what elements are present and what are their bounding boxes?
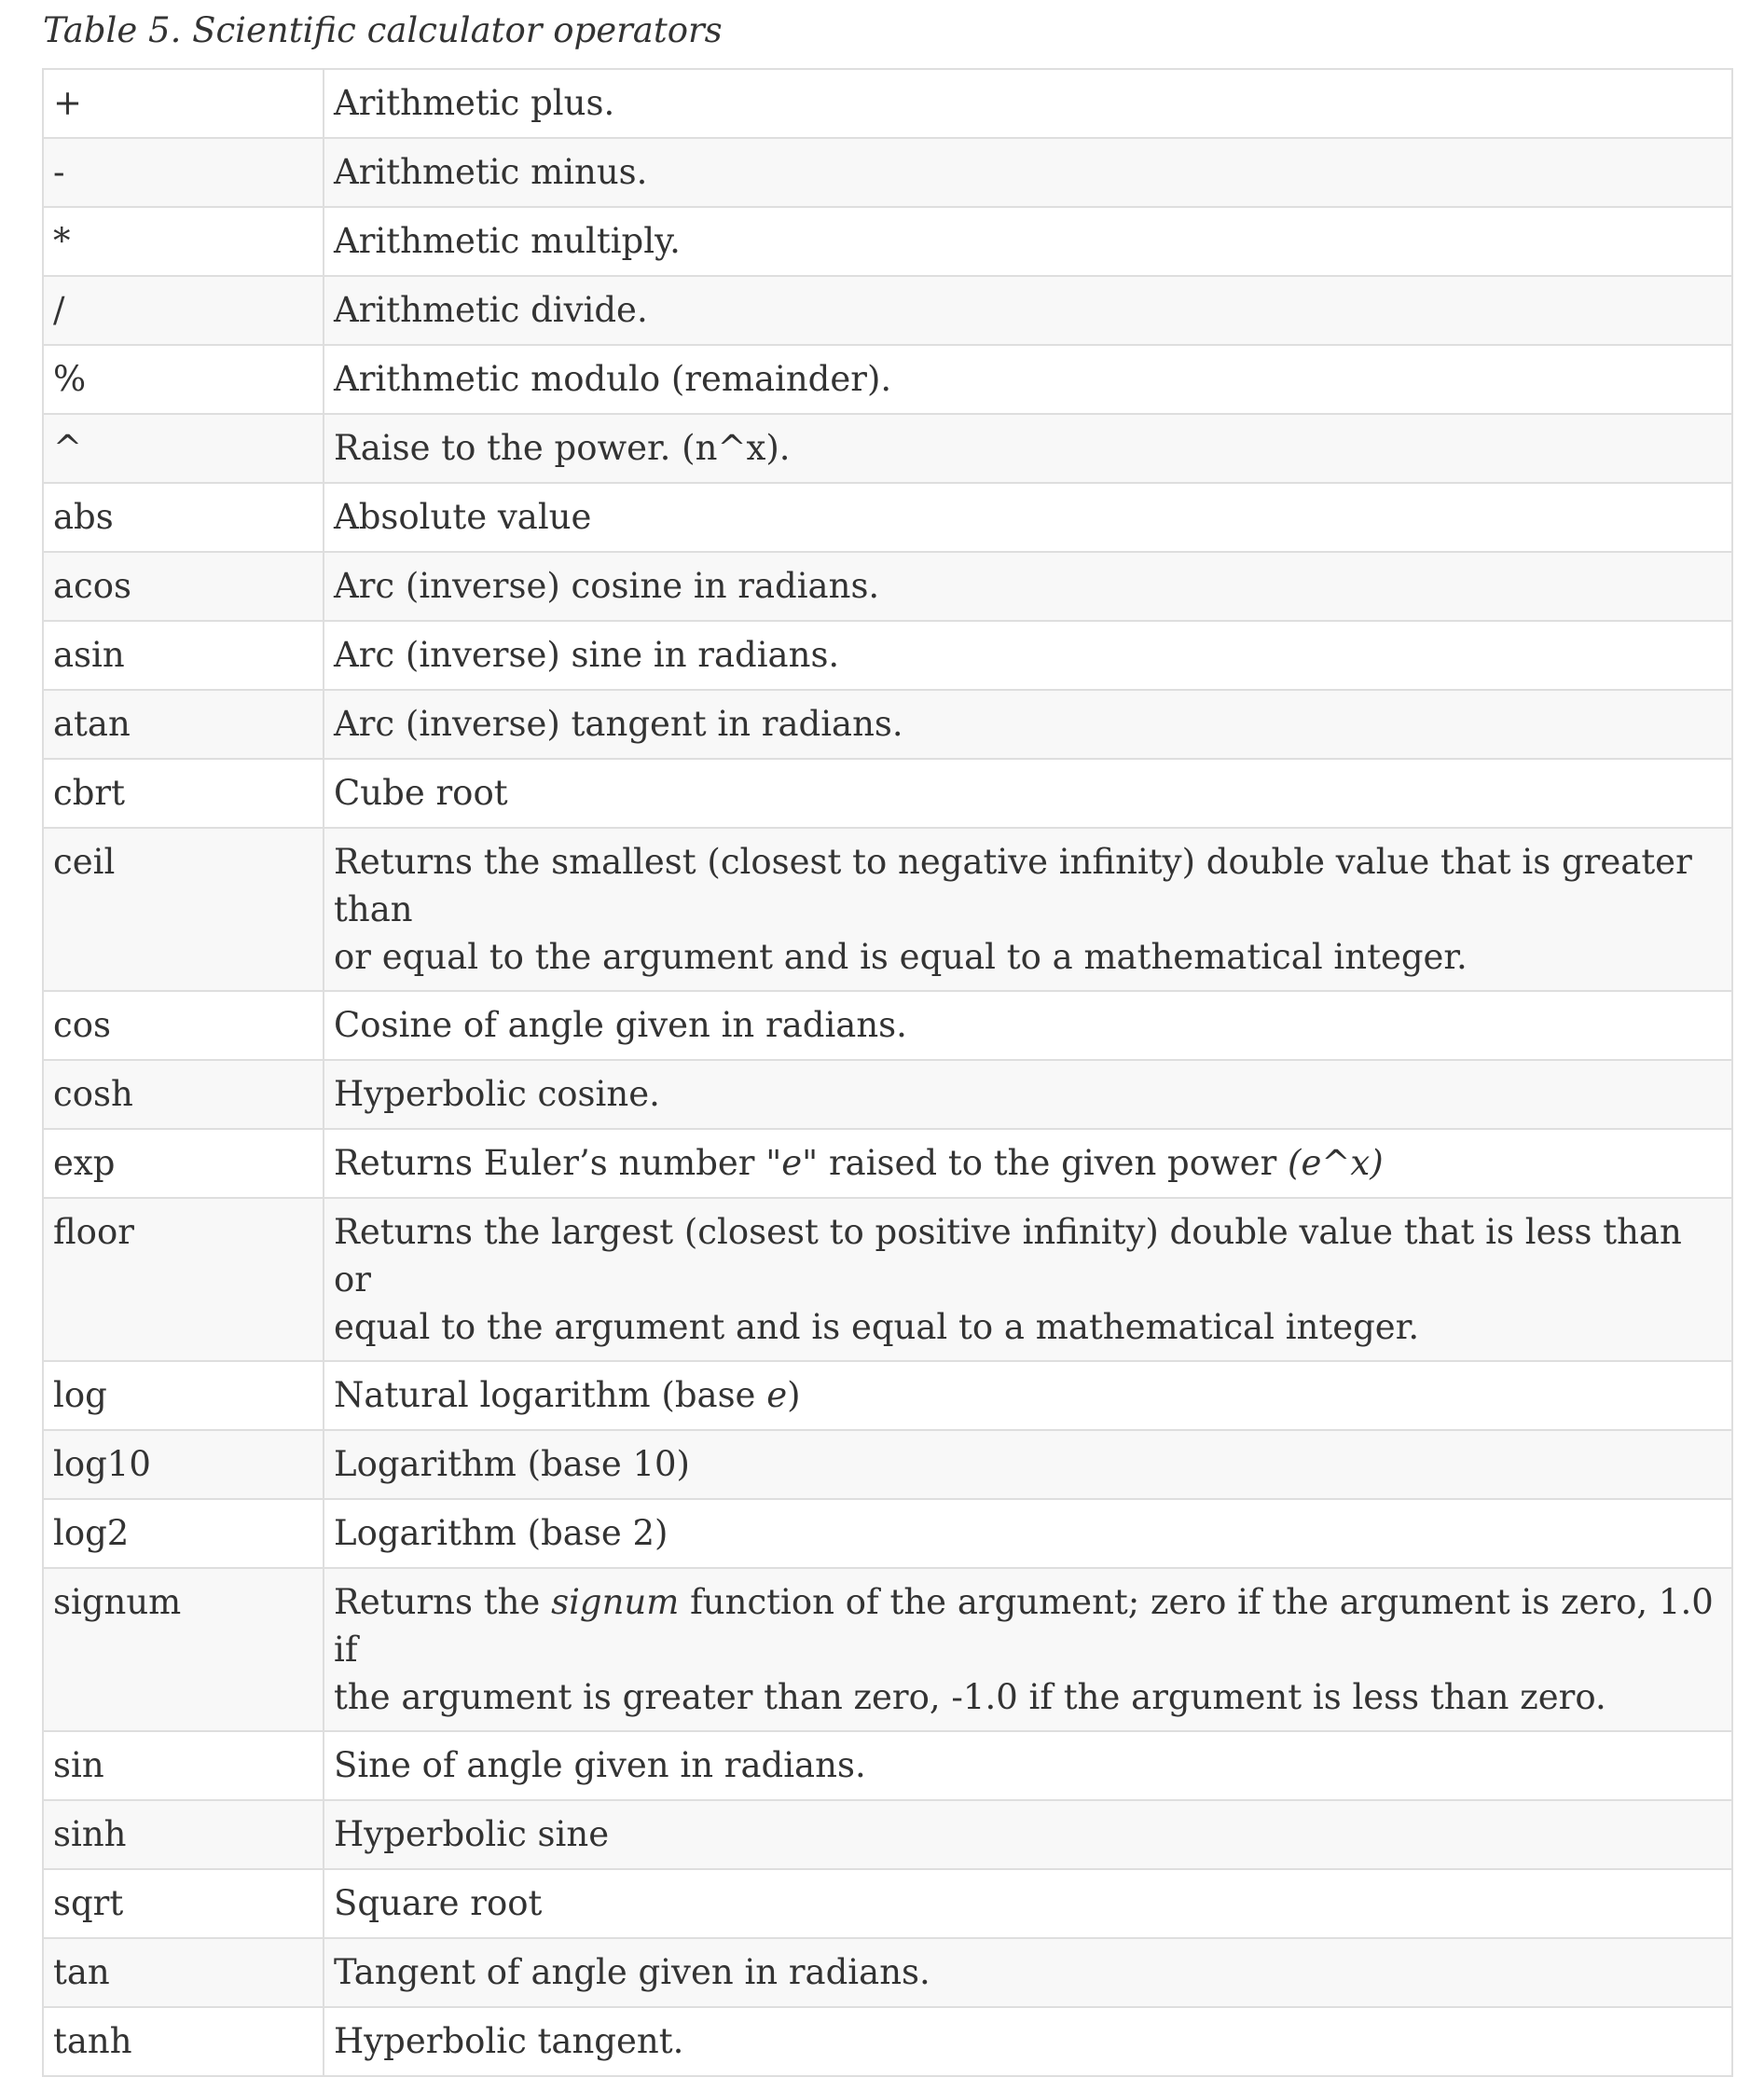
table-row [43,69,1732,138]
description-cell: Cube root [324,759,1732,828]
operator-cell: signum [43,1568,324,1731]
description-emphasis: (e^x) [1288,1143,1384,1183]
description-cell: Arithmetic multiply. [324,207,1732,276]
table-row [43,414,1732,483]
description-cell: Arithmetic modulo (remainder). [324,345,1732,414]
description-cell: Logarithm (base 2) [324,1499,1732,1568]
description-cell: Hyperbolic sine [324,1800,1732,1869]
table-row [43,759,1732,828]
operator-cell: abs [43,483,324,552]
description-emphasis: e [766,1375,788,1415]
operator-cell: / [43,276,324,345]
description-cell: Cosine of angle given in radians. [324,991,1732,1060]
table-row [43,207,1732,276]
table-row [43,1869,1732,1938]
description-cell: Absolute value [324,483,1732,552]
table-row [43,1198,1732,1361]
operator-cell: tanh [43,2007,324,2076]
description-emphasis: "e" [765,1143,819,1183]
description-line: Returns the largest (closest to positive infinity) double value that is less than or [334,1212,1682,1300]
table-row [43,1800,1732,1869]
table-row [43,991,1732,1060]
description-cell [324,1198,1732,1361]
table-row [43,690,1732,759]
description-cell: Arithmetic minus. [324,138,1732,207]
description-text: ) [787,1375,801,1415]
table-row [43,276,1732,345]
table-row [43,552,1732,621]
description-text: Returns the [334,1582,552,1622]
operator-cell: exp [43,1129,324,1198]
operator-cell: ^ [43,414,324,483]
description-emphasis: signum [551,1582,680,1622]
operator-cell: asin [43,621,324,690]
table-row [43,1499,1732,1568]
description-text: Returns Euler’s number [334,1143,766,1183]
operator-cell: sin [43,1731,324,1800]
operator-cell: tan [43,1938,324,2007]
operator-cell: cos [43,991,324,1060]
description-text: function of the argument; zero if the argument is zero, 1.0 if [334,1582,1714,1670]
table-row [43,345,1732,414]
description-line: or equal to the argument and is equal to a mathematical integer. [334,937,1468,977]
table-row [43,1129,1732,1198]
operator-cell: * [43,207,324,276]
description-cell: Hyperbolic tangent. [324,2007,1732,2076]
operator-cell: log10 [43,1430,324,1499]
description-cell [324,1129,1732,1198]
table-row [43,828,1732,991]
description-cell: Arithmetic divide. [324,276,1732,345]
operator-cell: - [43,138,324,207]
operator-cell: + [43,69,324,138]
operator-cell: log2 [43,1499,324,1568]
operator-cell: atan [43,690,324,759]
table-row [43,1361,1732,1430]
description-cell [324,1361,1732,1430]
operator-cell: cosh [43,1060,324,1129]
description-cell: Arc (inverse) tangent in radians. [324,690,1732,759]
table-row [43,621,1732,690]
operator-cell: ceil [43,828,324,991]
operators-table [42,68,1733,2077]
table-row [43,1430,1732,1499]
description-cell [324,828,1732,991]
description-text: raised to the given power [818,1143,1289,1183]
description-cell: Logarithm (base 10) [324,1430,1732,1499]
description-text: Natural logarithm (base [334,1375,767,1415]
operator-cell: sqrt [43,1869,324,1938]
description-cell: Sine of angle given in radians. [324,1731,1732,1800]
description-cell: Square root [324,1869,1732,1938]
table-caption: Table 5. Scientific calculator operators [43,10,723,50]
operator-cell: floor [43,1198,324,1361]
operator-cell: sinh [43,1800,324,1869]
description-line: Returns the smallest (closest to negative infinity) double value that is greater than [334,842,1692,929]
description-cell: Arc (inverse) cosine in radians. [324,552,1732,621]
table-row [43,1060,1732,1129]
table-row [43,1568,1732,1731]
table-row [43,138,1732,207]
table-row [43,483,1732,552]
description-line: equal to the argument and is equal to a mathematical integer. [334,1307,1420,1347]
description-cell: Arithmetic plus. [324,69,1732,138]
operator-cell: % [43,345,324,414]
description-line: the argument is greater than zero, -1.0 if the argument is less than zero. [334,1677,1606,1717]
description-cell: Tangent of angle given in radians. [324,1938,1732,2007]
operator-cell: acos [43,552,324,621]
description-cell: Raise to the power. (n^x). [324,414,1732,483]
description-cell: Arc (inverse) sine in radians. [324,621,1732,690]
operator-cell: cbrt [43,759,324,828]
table-row [43,2007,1732,2076]
operator-cell: log [43,1361,324,1430]
table-row [43,1938,1732,2007]
table-row [43,1731,1732,1800]
description-cell [324,1568,1732,1731]
description-cell: Hyperbolic cosine. [324,1060,1732,1129]
